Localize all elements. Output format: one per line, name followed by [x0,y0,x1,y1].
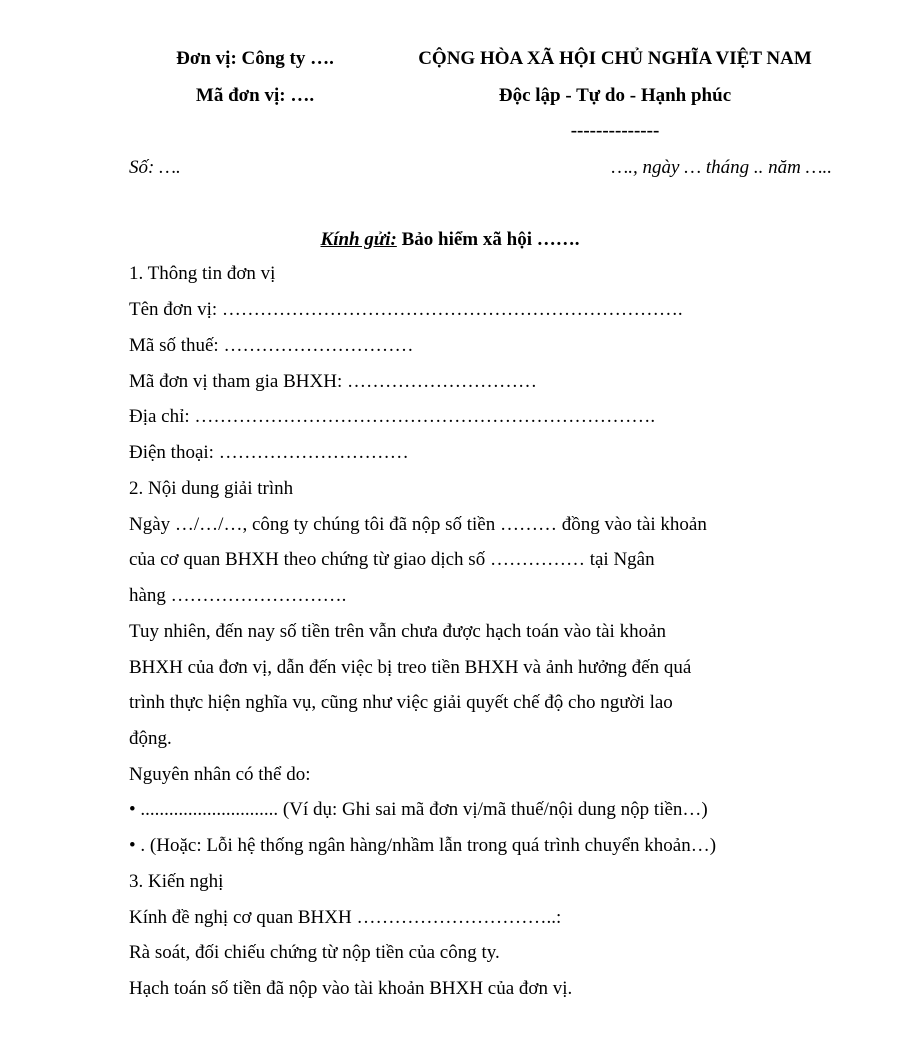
recipient-value: Bảo hiểm xã hội ……. [396,229,580,250]
cause-bullet-item: • ............................. (Ví dụ: Ghi sai mã đơn vị/mã thuế/nội dung nộp tiền…) [129,799,708,820]
paragraph-line: của cơ quan BHXH theo chứng từ giao dịch số …………… tại Ngân [129,549,655,570]
recipient-line [0,228,900,252]
section1-title: 1. Thông tin đơn vị [129,263,276,284]
request-line: Kính đề nghị cơ quan BHXH …………………………..: [129,907,562,928]
cause-heading: Nguyên nhân có thể do: [129,764,311,785]
paragraph-line: Tuy nhiên, đến nay số tiền trên vẫn chưa được hạch toán vào tài khoản [129,621,667,642]
document-date: …., ngày … tháng .. năm ….. [611,157,832,178]
address-field: Địa chỉ: ………………………………………………………………. [129,406,656,427]
paragraph-line: BHXH của đơn vị, dẫn đến việc bị treo tiền BHXH và ảnh hưởng đến quá [129,657,692,678]
motto: Độc lập - Tự do - Hạnh phúc [498,85,732,106]
section2-title: 2. Nội dung giải trình [129,478,294,499]
section3-title: 3. Kiến nghị [129,871,224,892]
request-line: Rà soát, đối chiếu chứng từ nộp tiền của công ty. [129,942,500,963]
unit-name-field: Tên đơn vị: ………………………………………………………………. [129,299,683,320]
phone-field: Điện thoại: ………………………… [129,442,409,463]
document-number: Số: …. [129,157,181,178]
motto-separator: -------------- [570,120,660,141]
paragraph-line: Ngày …/…/…, công ty chúng tôi đã nộp số tiền ……… đồng vào tài khoản [129,514,707,535]
bhxh-code-field: Mã đơn vị tham gia BHXH: ………………………… [129,371,537,392]
unit-name: Đơn vị: Công ty …. [176,48,334,69]
recipient-label: Kính gửi: [320,229,397,250]
paragraph-line: hàng ………………………. [129,585,347,606]
paragraph-line: trình thực hiện nghĩa vụ, cũng như việc giải quyết chế độ cho người lao [129,692,673,713]
tax-code-field: Mã số thuế: ………………………… [129,335,414,356]
nation-title: CỘNG HÒA XÃ HỘI CHỦ NGHĨA VIỆT NAM [418,48,812,69]
paragraph-line: động. [129,728,172,749]
request-line: Hạch toán số tiền đã nộp vào tài khoản BHXH của đơn vị. [129,978,573,999]
unit-code: Mã đơn vị: …. [195,85,315,106]
cause-bullet-item: • . (Hoặc: Lỗi hệ thống ngân hàng/nhầm lẫn trong quá trình chuyển khoản…) [129,835,717,856]
